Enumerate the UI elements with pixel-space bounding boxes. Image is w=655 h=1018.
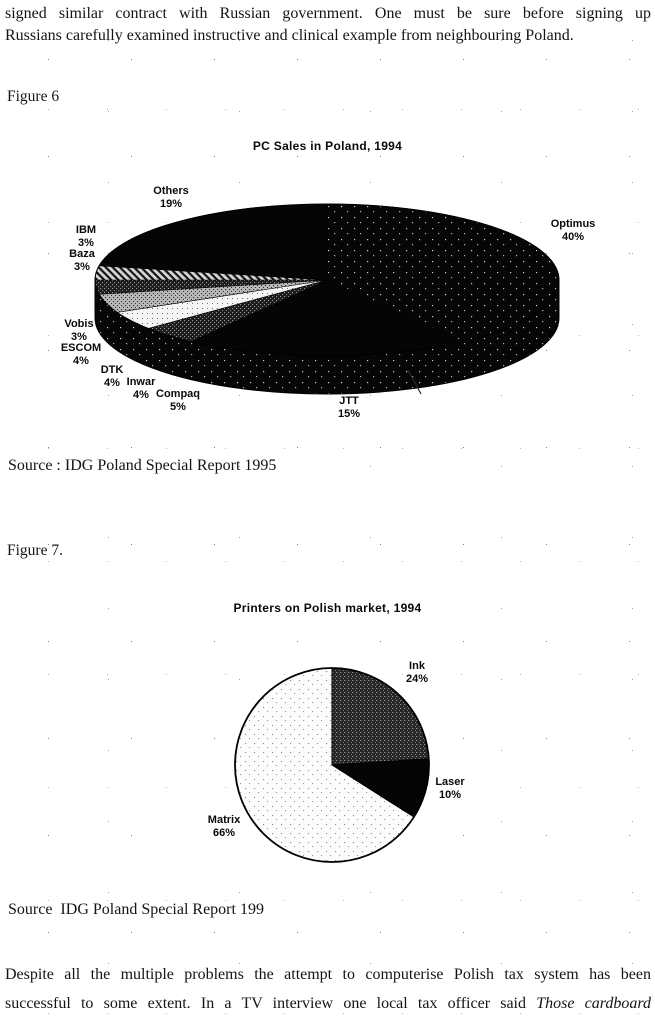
slice-label-jtt — [338, 395, 360, 420]
figure6-source: Source : IDG Poland Special Report 1995 — [8, 457, 277, 474]
slice-label-vobis — [64, 318, 93, 343]
pie-slices — [235, 668, 429, 862]
slice-pct: 19% — [159, 197, 183, 210]
pc-sales-pie-chart — [0, 160, 655, 445]
chart1-title: PC Sales in Poland, 1994 — [252, 139, 403, 153]
figure6-caption: Figure 6 — [7, 88, 60, 105]
slice-name: Inwar — [126, 376, 156, 388]
slice-label-matrix — [208, 814, 240, 839]
paragraph-line: Despite all the multiple problems the attempt to computerise Polish tax system has been — [5, 966, 651, 983]
slice-pct: 3% — [78, 236, 94, 249]
slice-label-dtk — [101, 364, 124, 389]
body-paragraph-bottom — [5, 964, 651, 1015]
pie-slices — [95, 204, 559, 394]
slice-pct: 24% — [405, 672, 429, 685]
paragraph-italic-text: Those cardboard — [536, 995, 652, 1012]
slice-name: Matrix — [207, 814, 241, 826]
slice-name: JTT — [339, 395, 359, 407]
slice-name: Baza — [69, 248, 95, 260]
slice-label-compaq — [156, 388, 200, 413]
slice-name: Compaq — [156, 388, 200, 400]
paragraph-text: successful to some extent. In a TV interview one local tax officer said — [5, 995, 537, 1012]
slice-pct: 10% — [438, 788, 462, 801]
slice-pct: 5% — [170, 400, 186, 413]
slice-name: Optimus — [550, 218, 596, 230]
slice-name: Laser — [435, 776, 465, 788]
slice-pct: 4% — [133, 388, 149, 401]
slice-pct: 3% — [71, 330, 87, 343]
slice-pct: 15% — [337, 407, 361, 420]
slice-pct: 4% — [104, 376, 120, 389]
paragraph-line: signed similar contract with Russian government. One must be sure before signing up — [5, 5, 651, 22]
slice-label-inwar — [127, 376, 156, 401]
slice-label-ibm — [76, 224, 96, 249]
figure7-caption: Figure 7. — [7, 542, 63, 559]
slice-name: Ink — [409, 660, 425, 672]
slice-name: Vobis — [64, 318, 94, 330]
paragraph-line — [5, 993, 651, 1015]
slice-pct: 66% — [212, 826, 236, 839]
slice-label-optimus — [551, 218, 596, 243]
slice-label-laser — [435, 776, 464, 801]
slice-name: DTK — [100, 364, 124, 376]
slice-name: Others — [153, 185, 189, 197]
chart2-title: Printers on Polish market, 1994 — [233, 601, 422, 615]
slice-pct: 40% — [561, 230, 585, 243]
printers-pie-chart — [0, 650, 655, 880]
slice-label-escom — [61, 342, 101, 367]
slice-pct: 3% — [74, 260, 90, 273]
slice-label-ink — [406, 660, 428, 685]
slice-name: ESCOM — [60, 342, 102, 354]
slice-name: IBM — [75, 224, 97, 236]
figure7-source: Source IDG Poland Special Report 199 — [8, 901, 264, 918]
body-paragraph-top — [5, 3, 651, 47]
slice-label-others — [153, 185, 188, 210]
paragraph-line: Russians carefully examined instructive and clinical example from neighbouring Poland. — [5, 27, 574, 44]
slice-label-baza — [69, 248, 95, 273]
slice-pct: 4% — [73, 354, 89, 367]
